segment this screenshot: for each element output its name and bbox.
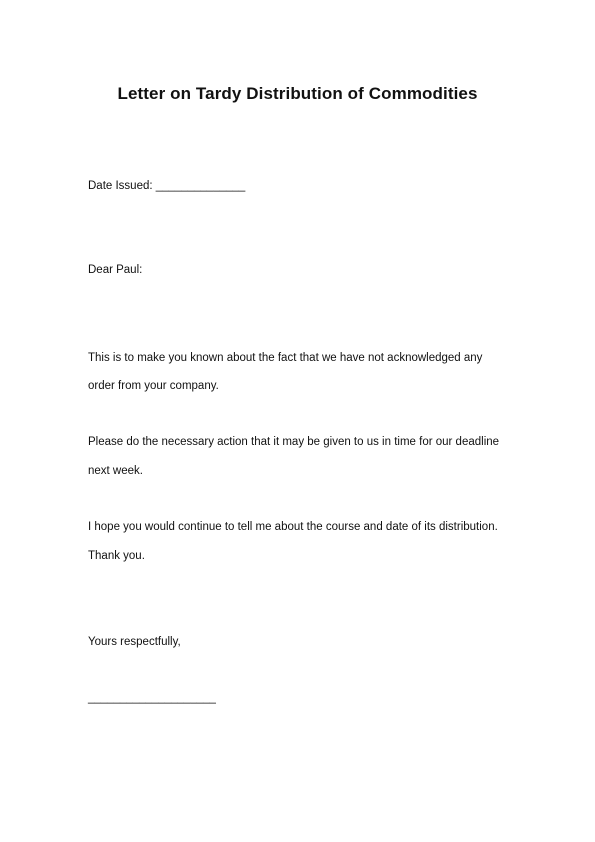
signature-line: ____________________	[88, 692, 216, 704]
paragraph-3-line-2: Thank you.	[88, 550, 145, 562]
paragraph-2-line-1: Please do the necessary action that it may be given to us in time for our deadline	[88, 436, 500, 448]
salutation: Dear Paul:	[88, 264, 143, 276]
date-issued-line: Date Issued: ______________	[88, 180, 246, 192]
closing: Yours respectfully,	[88, 636, 181, 648]
paragraph-1-line-2: order from your company.	[88, 380, 219, 392]
paragraph-3-line-1: I hope you would continue to tell me about the course and date of its distribution.	[88, 521, 498, 533]
paragraph-1-line-1: This is to make you known about the fact that we have not acknowledged any	[88, 352, 483, 364]
letter-title: Letter on Tardy Distribution of Commodities	[117, 84, 478, 103]
paragraph-2-line-2: next week.	[88, 465, 143, 477]
